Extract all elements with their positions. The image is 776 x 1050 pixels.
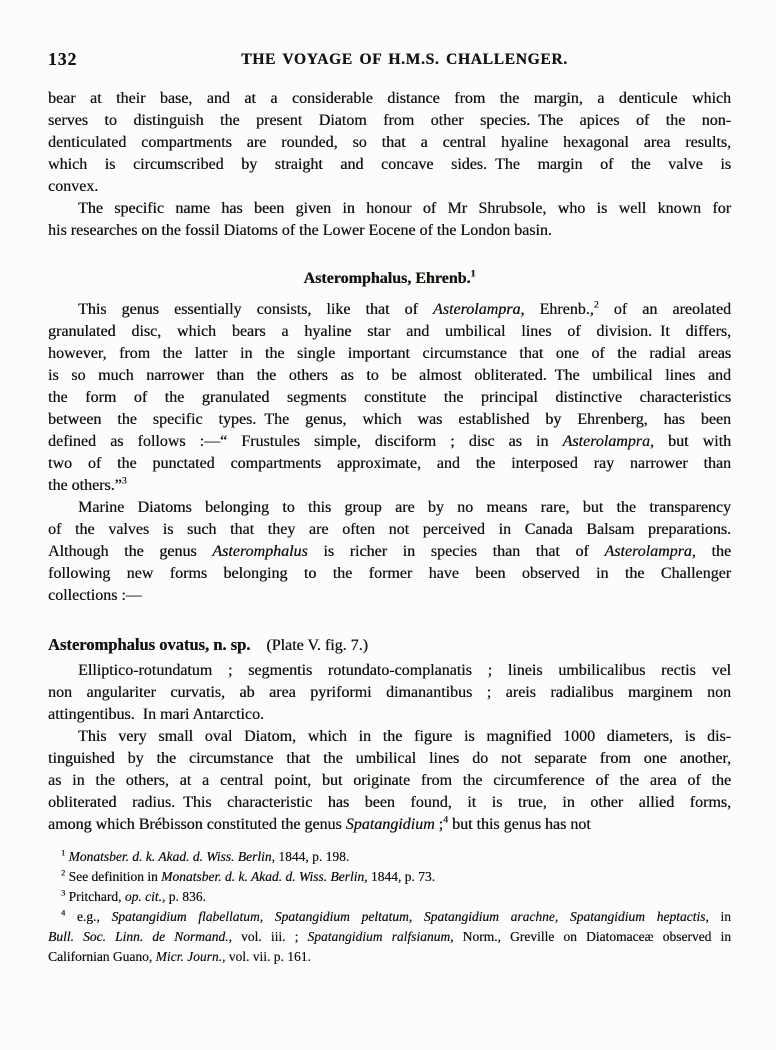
text-segment: , 1844, p. 198. — [271, 849, 350, 864]
text-segment: See definition in — [65, 869, 162, 884]
text-line — [48, 847, 731, 867]
text-line — [48, 519, 731, 541]
text-line — [48, 365, 731, 387]
text-line — [48, 634, 731, 657]
text-blocks — [48, 88, 731, 967]
text-segment: Bull. Soc. Linn. de Normand. — [48, 929, 229, 944]
text-line — [48, 110, 731, 132]
text-segment: which is circumscribed by straight and concave sides. The margin of the valve is — [48, 156, 731, 173]
text-segment: 2 — [61, 868, 66, 878]
text-segment: This very small oval Diatom, which in the figure is magnified 1000 diameters, is dis- — [78, 728, 731, 745]
text-segment: , Norm., Greville on Diatomaceæ observed in — [450, 929, 731, 944]
text-segment: , vol. iii. ; — [228, 929, 308, 944]
species-heading-asteromphalus-ovatus — [48, 634, 731, 657]
footnote-3 — [48, 887, 731, 907]
paragraph-genus-description — [48, 299, 731, 497]
text-segment: following new forms belonging to the former have been observed in the Challenger — [48, 565, 731, 582]
text-segment: is richer in species than that of — [307, 543, 605, 560]
text-segment: convex. — [48, 178, 99, 195]
text-segment: obliterated radius. This characteristic has been found, it is true, in other allied forms, — [48, 794, 731, 811]
text-line — [48, 409, 731, 431]
text-segment: 1 — [61, 848, 66, 858]
text-segment: however, from the latter in the single important circumstance that one of the radial areas — [48, 345, 731, 362]
text-segment: e.g., — [65, 909, 112, 924]
genus-heading-asteromphalus — [48, 268, 731, 290]
text-segment: as in the others, at a central point, but originate from the circumference of the area of the — [48, 772, 731, 789]
text-line — [48, 343, 731, 365]
text-line — [48, 585, 731, 607]
text-segment: of an areolated — [598, 301, 732, 318]
text-segment: Asterolampra — [432, 301, 521, 318]
text-segment: , vol. vii. p. 161. — [221, 949, 311, 964]
text-line — [48, 299, 731, 321]
text-line — [48, 907, 731, 927]
text-segment: Asteromphalus, Ehrenb. — [303, 270, 471, 287]
text-segment: the others.” — [48, 477, 122, 494]
footnote-2 — [48, 867, 731, 887]
text-line — [48, 176, 731, 198]
text-line — [48, 321, 731, 343]
text-segment: Pritchard, — [65, 889, 125, 904]
text-line — [48, 198, 731, 220]
text-line — [48, 927, 731, 947]
text-line — [48, 497, 731, 519]
text-line — [48, 748, 731, 770]
text-segment: non angulariter curvatis, ab area pyriformi dimanantibus ; areis radialibus marginem non — [48, 684, 731, 701]
text-segment: , the — [691, 543, 731, 560]
text-line — [48, 563, 731, 585]
text-segment: Spatangidium — [345, 816, 435, 833]
text-line — [48, 867, 731, 887]
text-segment: his researches on the fossil Diatoms of the Lower Eocene of the London basin. — [48, 222, 552, 239]
text-segment: 4 — [443, 814, 449, 826]
text-line — [48, 453, 731, 475]
text-line — [48, 726, 731, 748]
paragraph-latin-diagnosis — [48, 660, 731, 726]
text-segment: (Plate V. fig. 7.) — [250, 637, 368, 654]
text-segment: 2 — [593, 299, 599, 311]
text-segment: 3 — [61, 888, 66, 898]
running-title: THE VOYAGE OF H.M.S. CHALLENGER. — [241, 51, 568, 68]
text-line — [48, 431, 731, 453]
text-line — [48, 475, 731, 497]
text-line — [48, 770, 731, 792]
text-segment: tinguished by the circumstance that the umbilical lines do not separate from one another, — [48, 750, 731, 767]
text-segment: Marine Diatoms belonging to this group are by no means rare, but the transparency — [78, 499, 731, 516]
text-segment: among which Brébisson constituted the genus — [48, 816, 346, 833]
text-line — [48, 660, 731, 682]
text-segment: denticulated compartments are rounded, so that a central hyaline hexagonal area results, — [48, 134, 731, 151]
text-segment: , p. 836. — [161, 889, 206, 904]
text-line — [48, 704, 731, 726]
text-segment: serves to distinguish the present Diatom from other species. The apices of the non- — [48, 112, 731, 129]
text-line — [48, 814, 731, 836]
text-segment: This genus essentially consists, like that of — [78, 301, 433, 318]
text-segment: is so much narrower than the others as to be almost obliterated. The umbilical lines and — [48, 367, 731, 384]
text-segment: , but with — [649, 433, 732, 450]
text-segment: Asterolampra — [604, 543, 692, 560]
page-header — [48, 48, 731, 68]
text-segment: ; — [434, 816, 444, 833]
text-segment: granulated disc, which bears a hyaline star and umbilical lines of division. It differs, — [48, 323, 731, 340]
text-segment: Californian Guano, — [48, 949, 156, 964]
text-line — [48, 792, 731, 814]
text-line — [48, 268, 731, 290]
text-segment: Spatangidium flabellatum, Spatangidium peltatum, Spatangidium arachne, Spatangidium heptactis — [111, 909, 706, 924]
text-segment: between the specific types. The genus, which was established by Ehrenberg, has been — [48, 411, 731, 428]
paragraph-specific-name — [48, 198, 731, 242]
paragraph-marine-diatoms — [48, 497, 731, 607]
text-line — [48, 220, 731, 242]
text-segment: 1 — [470, 268, 476, 280]
text-segment: , 1844, p. 73. — [364, 869, 436, 884]
text-segment: Although the genus — [48, 543, 213, 560]
text-line — [48, 682, 731, 704]
text-segment: Monatsber. d. k. Akad. d. Wiss. Berlin — [161, 869, 365, 884]
text-segment: Asterolampra — [562, 433, 650, 450]
paragraph-species-description — [48, 726, 731, 836]
footnote-1 — [48, 847, 731, 867]
text-segment: two of the punctated compartments approximate, and the interposed ray narrower than — [48, 455, 731, 472]
text-line — [48, 887, 731, 907]
text-segment: defined as follows :—“ Frustules simple, disciform ; disc as in — [48, 433, 563, 450]
text-line — [48, 88, 731, 110]
text-line — [48, 387, 731, 409]
text-segment: op. cit. — [124, 889, 162, 904]
page-number: 132 — [48, 49, 78, 69]
text-segment: Elliptico-rotundatum ; segmentis rotundato-complanatis ; lineis umbilicalibus rectis vel — [78, 662, 731, 679]
text-segment: 3 — [121, 475, 127, 487]
text-segment: but this genus has not — [448, 816, 591, 833]
text-segment: , in — [705, 909, 731, 924]
text-segment: attingentibus. In mari Antarctico. — [48, 706, 264, 723]
text-segment: Asteromphalus — [212, 543, 308, 560]
text-segment: Spatangidium ralfsianum — [307, 929, 451, 944]
text-segment: Monatsber. d. k. Akad. d. Wiss. Berlin — [68, 849, 272, 864]
text-segment: collections :— — [48, 587, 142, 604]
footnote-4 — [48, 907, 731, 967]
text-segment: Asteromphalus ovatus, n. sp. — [48, 635, 251, 654]
text-segment: the form of the granulated segments constitute the principal distinctive characteristics — [48, 389, 731, 406]
text-line — [48, 154, 731, 176]
paragraph-denticule-continuation — [48, 88, 731, 198]
text-segment: The specific name has been given in honour of Mr Shrubsole, who is well known for — [78, 200, 731, 217]
text-segment: Micr. Journ. — [155, 949, 222, 964]
text-segment: bear at their base, and at a considerable distance from the margin, a denticule which — [48, 90, 731, 107]
text-segment: of the valves is such that they are often not perceived in Canada Balsam preparations. — [48, 521, 731, 538]
text-segment: 4 — [61, 908, 66, 918]
text-line — [48, 541, 731, 563]
text-line — [48, 947, 731, 967]
text-segment: , Ehrenb., — [520, 301, 594, 318]
text-line — [48, 132, 731, 154]
